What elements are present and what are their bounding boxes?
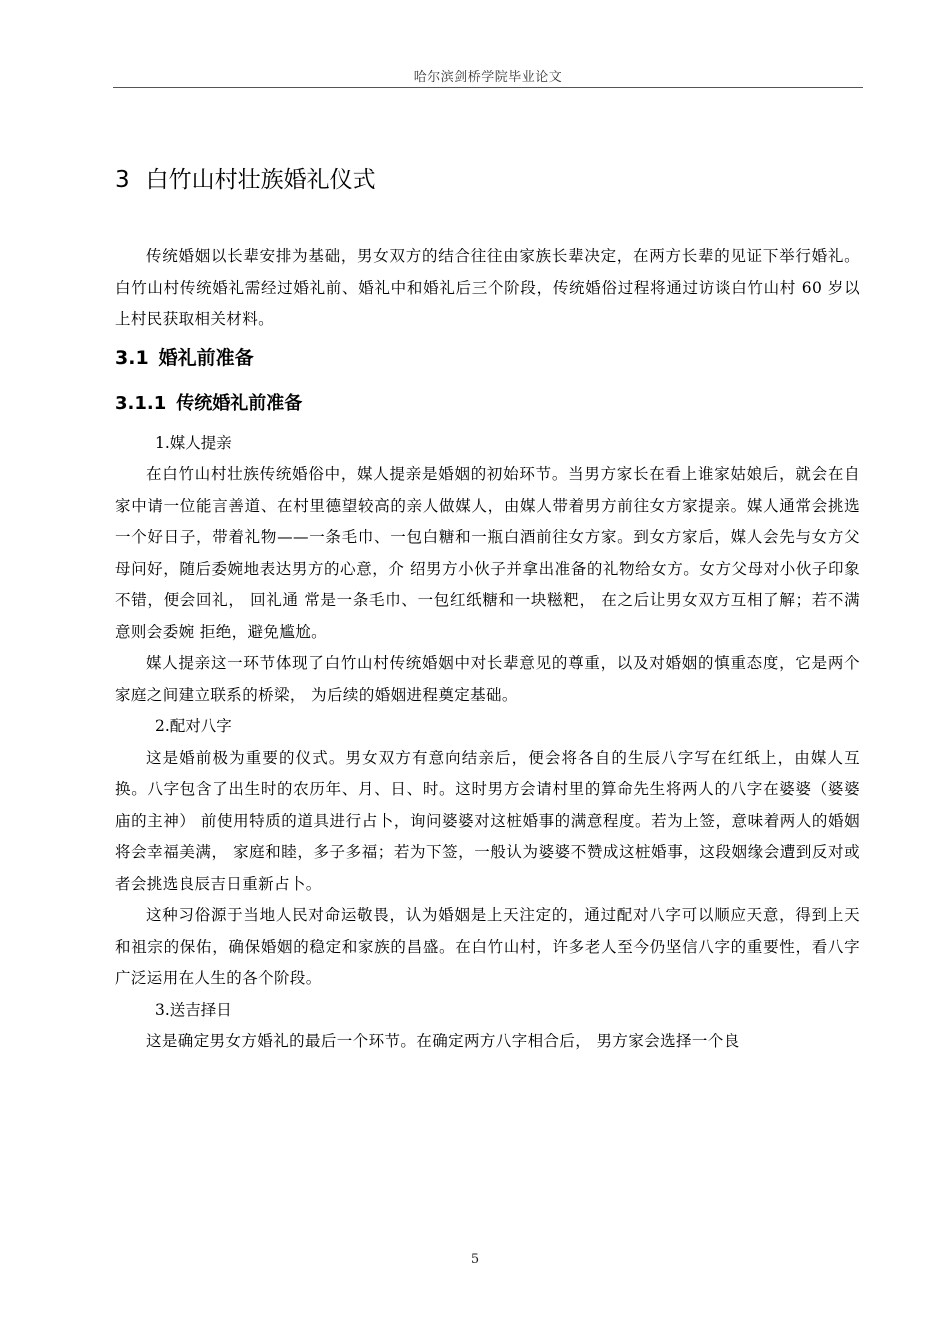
item-heading-matchmaker: 1.媒人提亲 (155, 433, 232, 452)
page-body (115, 163, 860, 1058)
paragraph-matchmaker-2: 媒人提亲这一环节体现了白竹山村传统婚姻中对长辈意见的尊重，以及对婚姻的慎重态度，它是两个家庭之间建立联系的桥梁， 为后续的婚姻进程奠定基础。 (115, 654, 860, 704)
section-title-text: 婚礼前准备 (158, 346, 254, 369)
intro-paragraph: 传统婚姻以长辈安排为基础，男女双方的结合往往由家族长辈决定，在两方长辈的见证下举行婚礼。白竹山村传统婚礼需经过婚礼前、婚礼中和婚礼后三个阶段，传统婚俗过程将通过访谈白竹山村 60 岁以上村民获取相关材料。 (115, 247, 860, 328)
paragraph-date-selection-1: 这是确定男女方婚礼的最后一个环节。在确定两方八字相合后， 男方家会选择一个良 (146, 1032, 740, 1050)
item-heading-bazi: 2.配对八字 (155, 717, 232, 735)
paragraph-bazi-2: 这种习俗源于当地人民对命运敬畏，认为婚姻是上天注定的，通过配对八字可以顺应天意，得到上天和祖宗的保佑，确保婚姻的稳定和家族的昌盛。在白竹山村，许多老人至今仍坚信八字的重要性，看八字广泛运用在人生的各个阶段。 (115, 906, 860, 987)
chapter-number: 3 (115, 167, 130, 193)
subsection-title (115, 380, 860, 428)
header-divider (113, 87, 863, 88)
item-heading-date-selection: 3.送吉择日 (155, 1000, 232, 1019)
section-title (115, 336, 860, 380)
subsection-number: 3.1.1 (115, 392, 167, 414)
subsection-title-text: 传统婚礼前准备 (176, 392, 303, 414)
running-header: 哈尔滨剑桥学院毕业论文 (413, 70, 563, 85)
section-number: 3.1 (115, 346, 149, 369)
page-number: 5 (470, 1252, 480, 1267)
paragraph-matchmaker-1: 在白竹山村壮族传统婚俗中，媒人提亲是婚姻的初始环节。当男方家长在看上谁家姑娘后，就会在自家中请一位能言善道、在村里德望较高的亲人做媒人，由媒人带着男方前往女方家提亲。媒人通常会挑选一个好日子，带着礼物——一条毛巾、一包白糖和一瓶白酒前往女方家。到女方家后，媒人会先与女方父母问好，随后委婉地表达男方的心意，介 绍男方小伙子并拿出准备的礼物给女方。女方父母对小伙子印象不错，便会回礼， 回礼通 常是一条毛巾、一包红纸糖和一块糍粑， 在之后让男女双方互相了解；若不满意则会委婉 拒绝，避免尴尬。 (115, 465, 860, 641)
paragraph-bazi-1: 这是婚前极为重要的仪式。男女双方有意向结亲后，便会将各自的生辰八字写在红纸上，由媒人互换。八字包含了出生时的农历年、月、日、时。这时男方会请村里的算命先生将两人的八字在婆婆（婆婆庙的主神） 前使用特质的道具进行占卜，询问婆婆对这桩婚事的满意程度。若为上签，意味着两人的婚姻将会幸福美满， 家庭和睦，多子多福；若为下签，一般认为婆婆不赞成这桩婚事，这段姻缘会遭到反对或者会挑选良辰吉日重新占卜。 (115, 748, 860, 893)
chapter-title (115, 163, 860, 197)
chapter-title-text: 白竹山村壮族婚礼仪式 (145, 167, 376, 193)
